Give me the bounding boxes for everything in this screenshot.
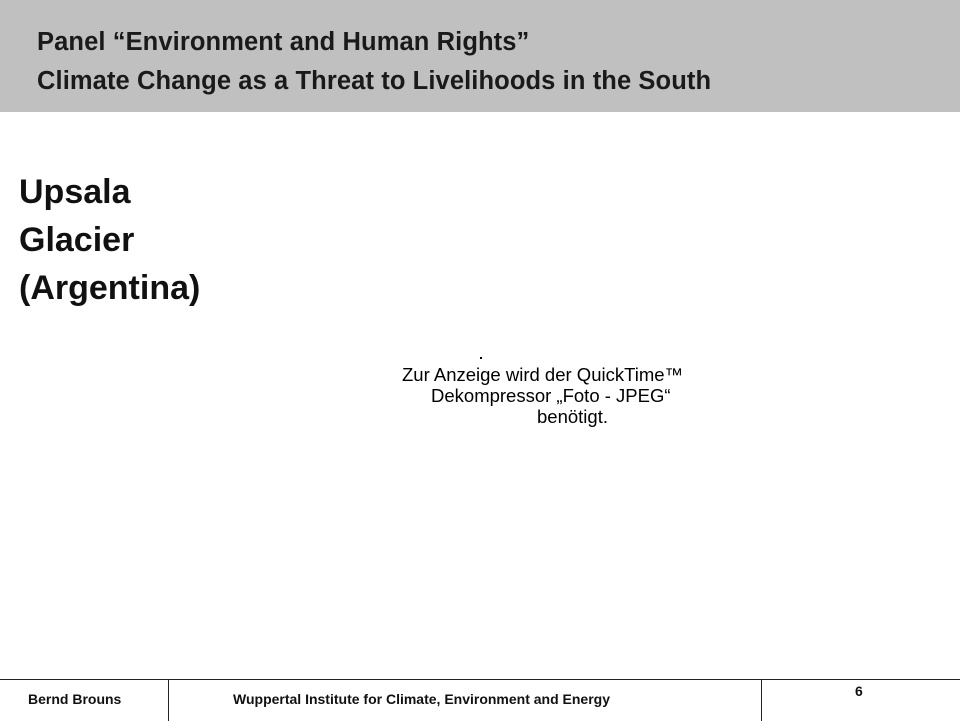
- header-title-line-2: Climate Change as a Threat to Livelihoods in the South: [37, 67, 712, 95]
- slide-title-line-2: Glacier: [19, 221, 135, 259]
- placeholder-text-line-1: Zur Anzeige wird der QuickTime™: [402, 364, 684, 385]
- header-title-line-1: Panel “Environment and Human Rights”: [37, 28, 530, 56]
- footer-author: Bernd Brouns: [28, 691, 122, 707]
- footer-divider: [761, 680, 762, 721]
- slide-title-line-3: (Argentina): [19, 269, 201, 307]
- placeholder-text-line-3: benötigt.: [537, 406, 608, 427]
- slide-header: [0, 0, 960, 112]
- footer-divider: [168, 680, 169, 721]
- footer-institute: Wuppertal Institute for Climate, Environment and Energy: [233, 691, 611, 707]
- missing-image-placeholder: [380, 352, 730, 432]
- page-number: 6: [855, 683, 863, 699]
- placeholder-text-line-2: Dekompressor „Foto - JPEG“: [431, 385, 671, 406]
- slide-title-line-1: Upsala: [19, 173, 131, 211]
- placeholder-dot: [480, 357, 482, 359]
- slide-footer: [0, 679, 960, 721]
- slide-title: [19, 168, 200, 312]
